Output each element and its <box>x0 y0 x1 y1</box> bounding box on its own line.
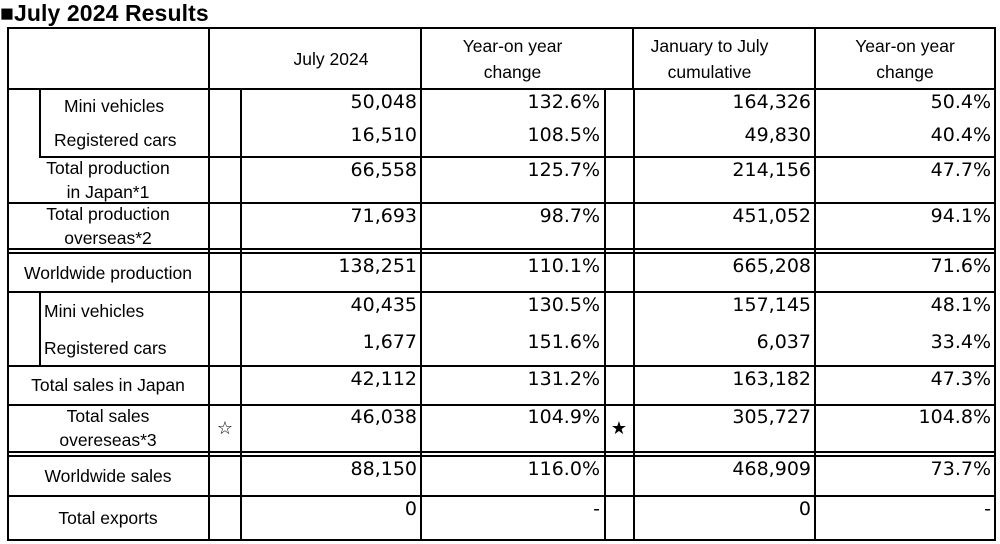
row-label-text: Registered cars <box>44 337 167 358</box>
cell-yoy-cumulative-value-text: 71.6% <box>930 255 991 277</box>
header-cumulative <box>604 29 815 89</box>
cell-yoy-value-text: 98.7% <box>539 205 600 227</box>
cell-cumulative-value-text: 214,156 <box>732 159 811 181</box>
cell-month-value <box>241 89 421 122</box>
row-divider <box>7 365 996 367</box>
cell-yoy-value-text: 104.9% <box>527 406 600 428</box>
cell-month-value-text: 138,251 <box>338 255 417 277</box>
cell-cumulative-value-text: 164,326 <box>732 91 811 113</box>
cell-month-value <box>241 366 421 404</box>
cell-yoy-cumulative-value-text: 40.4% <box>930 124 991 146</box>
cell-cumulative-value <box>634 404 815 452</box>
header-month <box>241 29 421 89</box>
cell-month-value <box>241 253 421 292</box>
frame-right <box>994 27 996 541</box>
header-yoy-cumulative <box>815 29 995 89</box>
cell-cumulative-value <box>634 456 815 496</box>
cell-cumulative-value-text: 157,145 <box>732 294 811 316</box>
row-label <box>7 366 209 404</box>
cell-yoy-value-text: - <box>593 498 600 520</box>
cell-yoy-cumulative-value <box>815 157 995 203</box>
row-label-text: Total exports <box>58 508 158 528</box>
cell-yoy-value-text: 151.6% <box>527 331 600 353</box>
header-yoy-text: change <box>483 62 542 82</box>
row-label <box>7 404 209 452</box>
cell-yoy-value-text: 116.0% <box>527 458 600 480</box>
cell-yoy-value <box>421 366 604 404</box>
cell-yoy-value <box>421 404 604 452</box>
cell-yoy-value <box>421 329 604 366</box>
row-label <box>40 329 209 366</box>
cell-month-value <box>241 404 421 452</box>
row-label <box>40 292 209 329</box>
results-table <box>7 27 996 541</box>
cell-month-value-text: 16,510 <box>350 124 417 146</box>
row-label-text: Worldwide production <box>24 262 192 283</box>
cell-yoy-cumulative-value-text: 104.8% <box>918 406 991 428</box>
cell-cumulative-value-text: 468,909 <box>732 458 811 480</box>
subgroup-v <box>39 292 41 366</box>
double-divider <box>7 451 996 453</box>
row-label-text: overseas*2 <box>64 228 152 248</box>
cell-yoy-value <box>421 89 604 122</box>
cell-cumulative-value <box>634 203 815 249</box>
cell-yoy-cumulative-value <box>815 203 995 249</box>
cell-cumulative-value-text: 665,208 <box>732 255 811 277</box>
row-label <box>40 89 209 122</box>
cell-cumulative-value-text: 0 <box>798 498 811 520</box>
frame-bottom <box>7 539 996 541</box>
cell-cumulative-value <box>634 366 815 404</box>
header-v <box>632 27 634 90</box>
cell-yoy-value <box>421 122 604 157</box>
cell-yoy-cumulative-value-text: 33.4% <box>930 331 991 353</box>
row-label-text: Mini vehicles <box>64 95 165 116</box>
row-label-text: Registered cars <box>54 129 177 150</box>
cell-month-value <box>241 203 421 249</box>
cell-month-value <box>241 496 421 540</box>
cell-yoy-cumulative-value <box>815 404 995 452</box>
cell-yoy-cumulative-value-text: 50.4% <box>930 91 991 113</box>
cell-yoy-cumulative-value-text: 94.1% <box>930 205 991 227</box>
cell-yoy-value-text: 130.5% <box>527 294 600 316</box>
header-yoy-cumulative-text: change <box>876 62 934 82</box>
header-divider <box>7 88 996 90</box>
row-divider <box>7 404 996 406</box>
cell-yoy-cumulative-value <box>815 456 995 496</box>
cell-cumulative-value-text: 6,037 <box>756 331 811 353</box>
subgroup-v <box>39 88 41 157</box>
cell-cumulative-value-text: 451,052 <box>732 205 811 227</box>
header-yoy-text: Year-on year <box>462 36 563 56</box>
row-divider <box>39 156 996 158</box>
cell-yoy-cumulative-value-text: 48.1% <box>930 294 991 316</box>
row-divider <box>7 495 996 497</box>
cell-yoy-cumulative-value-text: 73.7% <box>930 458 991 480</box>
double-divider <box>7 455 996 457</box>
cell-month-value-text: 88,150 <box>350 458 417 480</box>
row-divider <box>7 291 996 293</box>
open-star-icon <box>209 404 241 452</box>
double-divider <box>7 248 996 250</box>
cell-yoy-value <box>421 253 604 292</box>
cell-month-value-text: 66,558 <box>350 159 417 181</box>
cell-month-value-text: 40,435 <box>350 294 417 316</box>
cell-cumulative-value <box>634 89 815 122</box>
cell-month-value <box>241 157 421 203</box>
cell-yoy-value-text: 125.7% <box>527 159 600 181</box>
header-v <box>420 27 422 90</box>
cell-month-value <box>241 456 421 496</box>
cell-yoy-cumulative-value <box>815 122 995 157</box>
filled-star-icon <box>604 404 634 452</box>
row-label-text: Total production <box>46 158 170 178</box>
cell-cumulative-value <box>634 292 815 329</box>
cell-cumulative-value-text: 305,727 <box>732 406 811 428</box>
cell-yoy-cumulative-value <box>815 253 995 292</box>
cell-cumulative-value <box>634 157 815 203</box>
cell-month-value <box>241 292 421 329</box>
cell-yoy-cumulative-value <box>815 366 995 404</box>
cell-yoy-value <box>421 203 604 249</box>
cell-month-value-text: 1,677 <box>362 331 417 353</box>
frame-left <box>7 27 9 541</box>
cell-month-value <box>241 329 421 366</box>
cell-yoy-value <box>421 157 604 203</box>
header-yoy <box>421 29 604 89</box>
row-label-text: Total sales <box>66 406 150 426</box>
frame-top <box>7 27 996 29</box>
double-divider <box>7 252 996 254</box>
cell-month-value-text: 42,112 <box>350 368 417 390</box>
cell-cumulative-value <box>634 122 815 157</box>
cell-yoy-cumulative-value-text: - <box>984 498 991 520</box>
row-label <box>7 496 209 540</box>
row-label-text: overeseas*3 <box>59 430 157 450</box>
cell-yoy-value-text: 132.6% <box>527 91 600 113</box>
cell-yoy-value <box>421 292 604 329</box>
row-label <box>7 253 209 292</box>
cell-month-value-text: 50,048 <box>350 91 417 113</box>
cell-yoy-cumulative-value <box>815 496 995 540</box>
row-label-text: Total production <box>46 204 170 224</box>
cell-yoy-cumulative-value-text: 47.3% <box>930 368 991 390</box>
cell-cumulative-value <box>634 329 815 366</box>
filled-star-icon-text: ★ <box>610 417 628 439</box>
cell-cumulative-value-text: 49,830 <box>744 124 811 146</box>
header-v <box>814 27 816 90</box>
cell-yoy-value <box>421 456 604 496</box>
cell-yoy-cumulative-value <box>815 89 995 122</box>
cell-month-value-text: 0 <box>404 498 417 520</box>
header-cumulative-text: January to July <box>650 36 769 56</box>
cell-yoy-value-text: 131.2% <box>527 368 600 390</box>
cell-cumulative-value-text: 163,182 <box>732 368 811 390</box>
row-label-text: Worldwide sales <box>44 466 172 486</box>
cell-cumulative-value <box>634 253 815 292</box>
cell-month-value-text: 71,693 <box>350 205 417 227</box>
cell-yoy-cumulative-value <box>815 329 995 366</box>
row-label-text: Mini vehicles <box>44 300 145 321</box>
cell-yoy-cumulative-value <box>815 292 995 329</box>
cell-yoy-cumulative-value-text: 47.7% <box>930 159 991 181</box>
cell-yoy-value <box>421 496 604 540</box>
cell-yoy-value-text: 110.1% <box>527 255 600 277</box>
header-cumulative-text: cumulative <box>667 62 752 82</box>
row-label <box>7 203 209 249</box>
row-label-text: Total sales in Japan <box>31 375 185 395</box>
cell-month-value-text: 46,038 <box>350 406 417 428</box>
row-label <box>40 122 209 157</box>
row-divider <box>7 202 996 204</box>
page-title: ■July 2024 Results <box>0 0 209 26</box>
row-label <box>7 157 209 203</box>
cell-yoy-value-text: 108.5% <box>527 124 600 146</box>
header-yoy-cumulative-text: Year-on year <box>855 36 955 56</box>
row-label <box>7 456 209 496</box>
header-v <box>208 27 210 90</box>
header-month-text: July 2024 <box>293 49 369 69</box>
cell-cumulative-value <box>634 496 815 540</box>
row-label-text: in Japan*1 <box>66 182 150 202</box>
cell-month-value <box>241 122 421 157</box>
open-star-icon-text: ☆ <box>216 417 234 439</box>
